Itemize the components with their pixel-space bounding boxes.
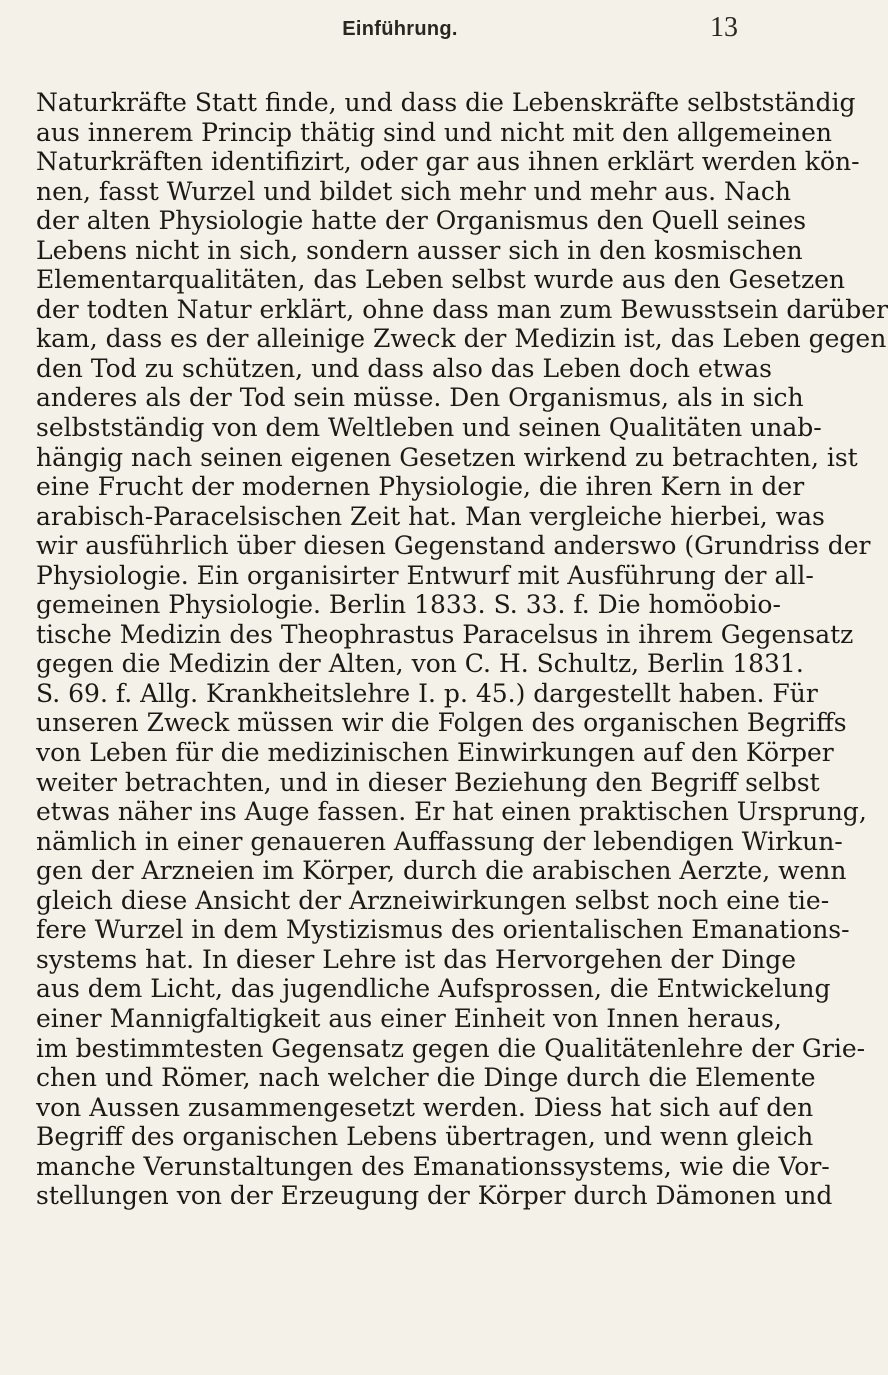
text-line: der alten Physiologie hatte der Organismus den Quell seines xyxy=(36,206,807,236)
text-line: S. 69. f. Allg. Krankheitslehre I. p. 45.) dargestellt haben. Für xyxy=(36,678,818,708)
text-line: arabisch-Paracelsischen Zeit hat. Man vergleiche hierbei, was xyxy=(36,501,825,531)
text-line: etwas näher ins Auge fassen. Er hat einen praktischen Ursprung, xyxy=(36,797,867,827)
text-line: selbstständig von dem Weltleben und seinen Qualitäten unab- xyxy=(36,413,822,443)
text-line: der todten Natur erklärt, ohne dass man zum Bewusstsein darüber xyxy=(36,294,888,324)
text-line: nämlich in einer genaueren Auffassung der lebendigen Wirkun- xyxy=(36,826,843,856)
text-line: gemeinen Physiologie. Berlin 1833. S. 33. f. Die homöobio- xyxy=(36,590,781,620)
running-title: Einführung. xyxy=(342,18,458,40)
text-line: Lebens nicht in sich, sondern ausser sich in den kosmischen xyxy=(36,235,803,265)
text-line: Elementarqualitäten, das Leben selbst wurde aus den Gesetzen xyxy=(36,265,846,295)
text-line: weiter betrachten, und in dieser Beziehung den Begriff selbst xyxy=(36,767,820,797)
text-line: den Tod zu schützen, und dass also das Leben doch etwas xyxy=(36,353,772,383)
text-line: fere Wurzel in dem Mystizismus des orientalischen Emanations- xyxy=(36,915,850,945)
text-line: von Aussen zusammengesetzt werden. Diess hat sich auf den xyxy=(36,1092,814,1122)
text-line: unseren Zweck müssen wir die Folgen des organischen Begriffs xyxy=(36,708,847,738)
text-line: von Leben für die medizinischen Einwirkungen auf den Körper xyxy=(36,738,834,768)
text-line: gegen die Medizin der Alten, von C. H. Schultz, Berlin 1831. xyxy=(36,649,804,679)
text-line: Naturkräfte Statt finde, und dass die Lebenskräfte selbstständig xyxy=(36,88,856,117)
text-line: anderes als der Tod sein müsse. Den Organismus, als in sich xyxy=(36,383,804,413)
text-line: systems hat. In dieser Lehre ist das Hervorgehen der Dinge xyxy=(36,944,797,974)
page-number: 13 xyxy=(710,12,738,43)
text-line: gen der Arzneien im Körper, durch die arabischen Aerzte, wenn xyxy=(36,856,847,886)
text-line: einer Mannigfaltigkeit aus einer Einheit von Innen heraus, xyxy=(36,1003,782,1033)
text-line: aus innerem Princip thätig sind und nicht mit den allgemeinen xyxy=(36,117,832,147)
text-line: hängig nach seinen eigenen Gesetzen wirkend zu betrachten, ist xyxy=(36,442,858,472)
text-line: Physiologie. Ein organisirter Entwurf mit Ausführung der all- xyxy=(36,560,814,590)
text-line: nen, fasst Wurzel und bildet sich mehr und mehr aus. Nach xyxy=(36,176,791,206)
text-line: stellungen von der Erzeugung der Körper durch Dämonen und xyxy=(36,1181,833,1211)
text-line: kam, dass es der alleinige Zweck der Medizin ist, das Leben gegen xyxy=(36,324,887,354)
text-line: im bestimmtesten Gegensatz gegen die Qualitätenlehre der Grie- xyxy=(36,1033,866,1063)
body-text xyxy=(36,88,888,1211)
running-head xyxy=(0,12,800,42)
text-line: Naturkräften identifizirt, oder gar aus ihnen erklärt werden kön- xyxy=(36,147,860,177)
text-line: chen und Römer, nach welcher die Dinge durch die Elemente xyxy=(36,1063,816,1093)
text-line: eine Frucht der modernen Physiologie, die ihren Kern in der xyxy=(36,472,805,502)
text-line: Begriff des organischen Lebens übertragen, und wenn gleich xyxy=(36,1122,814,1152)
text-line: wir ausführlich über diesen Gegenstand anderswo (Grundriss der xyxy=(36,531,871,561)
text-line: tische Medizin des Theophrastus Paracelsus in ihrem Gegensatz xyxy=(36,619,854,649)
text-line: manche Verunstaltungen des Emanationssystems, wie die Vor- xyxy=(36,1151,830,1181)
text-line: gleich diese Ansicht der Arzneiwirkungen selbst noch eine tie- xyxy=(36,885,830,915)
text-line: aus dem Licht, das jugendliche Aufsprossen, die Entwickelung xyxy=(36,974,831,1004)
